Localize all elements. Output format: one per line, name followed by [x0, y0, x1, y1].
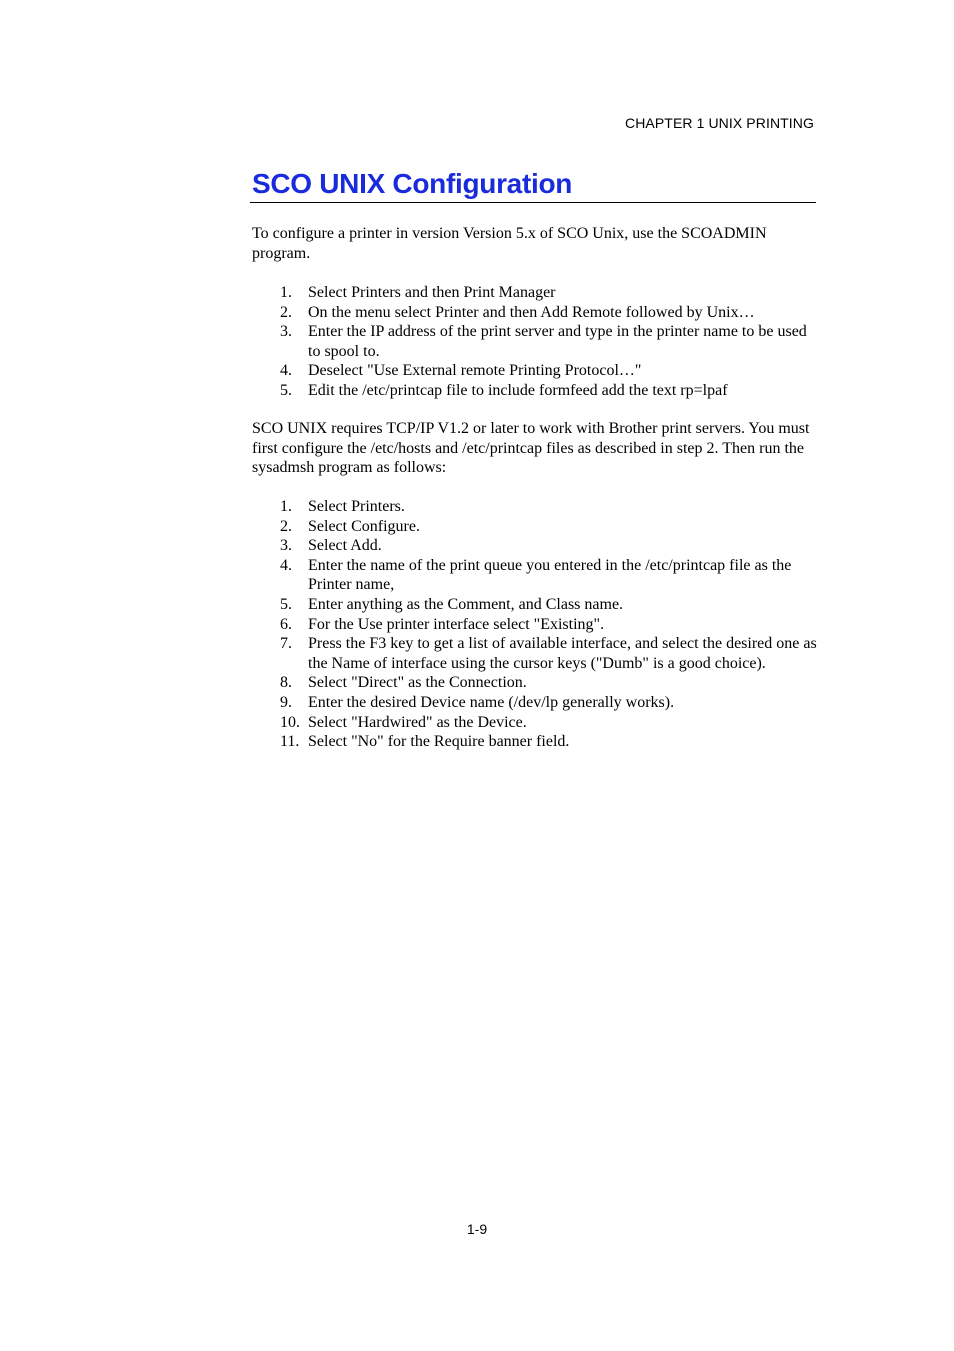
list-item-text: On the menu select Printer and then Add Remote followed by Unix… [308, 303, 755, 321]
list-item-text: Enter the desired Device name (/dev/lp generally works). [308, 693, 675, 711]
list-item [280, 283, 820, 303]
list-item [280, 303, 820, 323]
list-item-number: 1. [280, 284, 292, 301]
list-item-number: 1. [280, 498, 292, 515]
list-item-text: Select Printers and then Print Manager [308, 284, 556, 301]
list-item-text: Press the F3 key to get a list of available interface, and select the desired one as the Name of interface using the cursor keys ("Dumb" is a good choice). [308, 635, 817, 672]
list-item-text: Select Configure. [308, 517, 420, 535]
list-item-text: For the Use printer interface select "Existing". [308, 615, 605, 633]
list-item-text: Select "No" for the Require banner field. [308, 733, 570, 751]
intro-paragraph: To configure a printer in version Version 5.x of SCO Unix, use the SCOADMIN program. [252, 225, 767, 262]
list-item-text: Enter the IP address of the print server and type in the printer name to be used to spool to. [308, 323, 807, 360]
list-item-text: Select "Direct" as the Connection. [308, 674, 527, 692]
list-item-number: 6. [280, 615, 292, 633]
list-item-number: 2. [280, 303, 292, 321]
list-item [280, 713, 820, 733]
section-title: SCO UNIX Configuration [252, 168, 573, 199]
list-item-number: 11. [280, 733, 300, 751]
list-item [280, 732, 820, 752]
running-header: CHAPTER 1 UNIX PRINTING [625, 115, 814, 131]
list-item-text: Select Add. [308, 537, 382, 555]
list-item [280, 517, 820, 537]
list-item [280, 556, 820, 595]
list-item-text: Deselect "Use External remote Printing Protocol…" [308, 362, 642, 380]
list-item-number: 5. [280, 595, 292, 613]
list-item-number: 4. [280, 556, 292, 574]
list-item [280, 361, 820, 381]
sysadmsh-paragraph: SCO UNIX requires TCP/IP V1.2 or later to work with Brother print servers. You must first configure the /etc/hosts and /etc/printcap files as described in step 2. Then run the sysadmsh program as follows: [252, 420, 810, 477]
list-item [280, 536, 820, 556]
scoadmin-steps-list [280, 283, 820, 401]
list-item [280, 497, 820, 517]
list-item-text: Select "Hardwired" as the Device. [308, 713, 527, 731]
list-item-number: 3. [280, 537, 292, 555]
list-item-number: 3. [280, 323, 292, 341]
list-item [280, 634, 820, 673]
sysadmsh-steps-list [280, 497, 820, 752]
list-item [280, 381, 820, 401]
list-item-text: Edit the /etc/printcap file to include formfeed add the text rp=lpaf [308, 381, 728, 399]
list-item-number: 7. [280, 635, 292, 653]
title-rule [250, 202, 816, 203]
list-item [280, 615, 820, 635]
list-item-number: 5. [280, 381, 292, 399]
list-item-text: Enter anything as the Comment, and Class name. [308, 595, 624, 613]
list-item-number: 4. [280, 362, 292, 380]
list-item-number: 2. [280, 517, 292, 535]
list-item [280, 693, 820, 713]
list-item [280, 673, 820, 693]
list-item-text: Select Printers. [308, 498, 405, 515]
list-item [280, 595, 820, 615]
list-item-number: 10. [280, 713, 300, 731]
list-item-number: 9. [280, 693, 292, 711]
list-item-number: 8. [280, 674, 292, 692]
list-item [280, 322, 820, 361]
list-item-text: Enter the name of the print queue you entered in the /etc/printcap file as the Printer name, [308, 556, 792, 594]
page-number: 1-9 [466, 1221, 488, 1237]
